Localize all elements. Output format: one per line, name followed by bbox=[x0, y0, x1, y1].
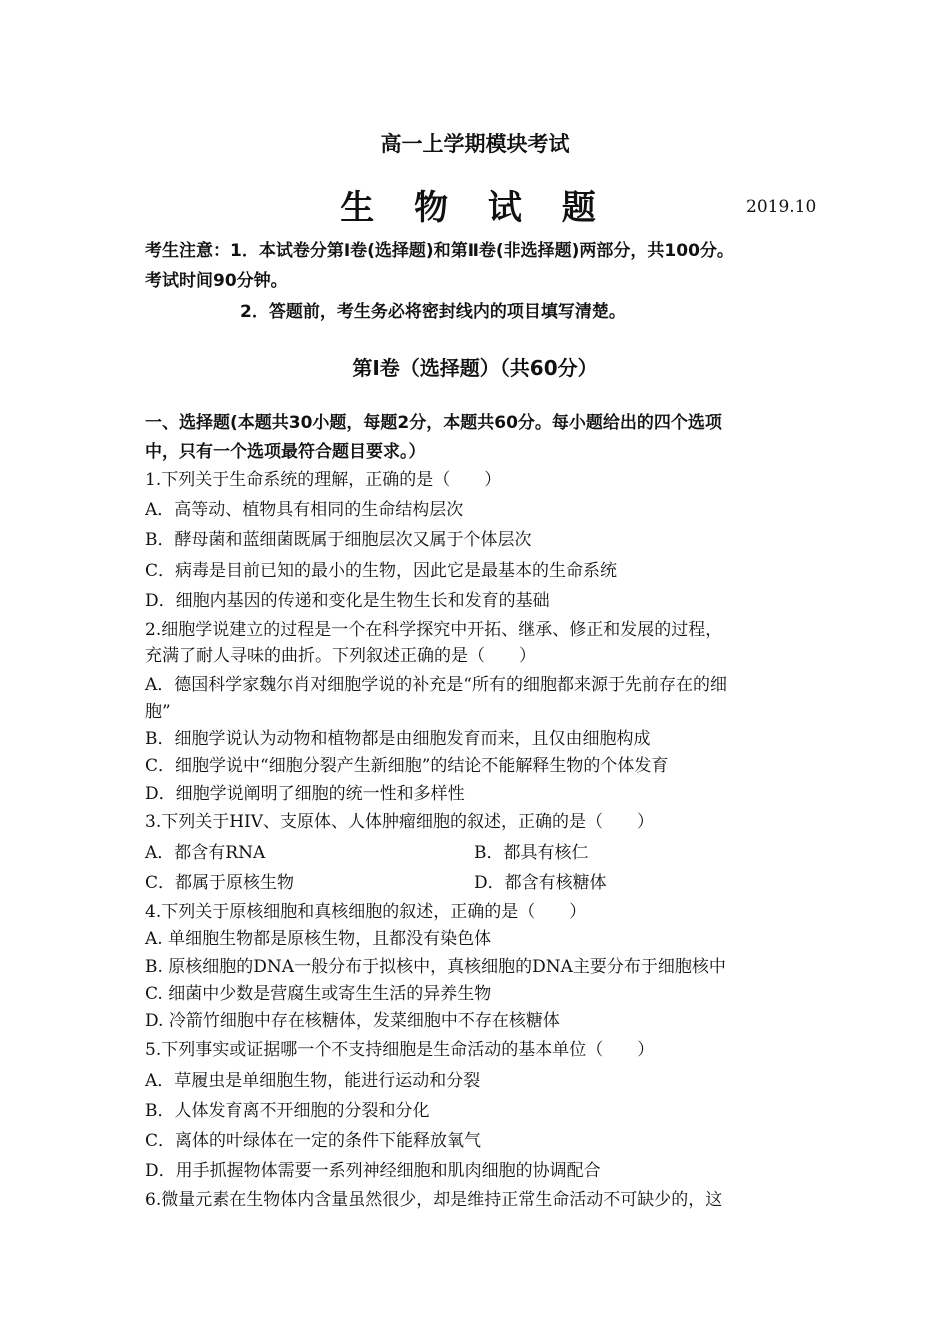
q3-option-b: B．都具有核仁 bbox=[474, 843, 589, 863]
q5-option-a: A．草履虫是单细胞生物，能进行运动和分裂 bbox=[145, 1071, 481, 1091]
q4-option-d: D. 冷箭竹细胞中存在核糖体，发菜细胞中不存在核糖体 bbox=[145, 1011, 560, 1031]
notice-line-2: 2．答题前，考生务必将密封线内的项目填写清楚。 bbox=[240, 302, 626, 322]
q1-stem: 1.下列关于生命系统的理解，正确的是（ ） bbox=[145, 470, 502, 490]
notice-line-1: 考生注意：1．本试卷分第Ⅰ卷(选择题)和第Ⅱ卷(非选择题)两部分，共100分。 bbox=[145, 241, 734, 261]
q4-option-b: B. 原核细胞的DNA一般分布于拟核中，真核细胞的DNA主要分布于细胞核中 bbox=[145, 957, 726, 977]
q2-option-d: D．细胞学说阐明了细胞的统一性和多样性 bbox=[145, 784, 465, 804]
q5-option-c: C．离体的叶绿体在一定的条件下能释放氧气 bbox=[145, 1131, 482, 1151]
q2-option-a-line-1: A．德国科学家魏尔肖对细胞学说的补充是“所有的细胞都来源于先前存在的细 bbox=[145, 675, 727, 695]
notice-line-1-cont: 考试时间90分钟。 bbox=[145, 271, 288, 291]
section-title: 第Ⅰ卷（选择题）（共60分） bbox=[352, 356, 598, 380]
q2-stem-line-2: 充满了耐人寻味的曲折。下列叙述正确的是（ ） bbox=[145, 646, 536, 666]
q4-stem: 4.下列关于原核细胞和真核细胞的叙述，正确的是（ ） bbox=[145, 902, 587, 922]
q4-option-c: C. 细菌中少数是营腐生或寄生生活的异养生物 bbox=[145, 984, 492, 1004]
q2-option-a-line-2: 胞” bbox=[145, 702, 171, 722]
q5-option-b: B．人体发育离不开细胞的分裂和分化 bbox=[145, 1101, 430, 1121]
q2-option-c: C．细胞学说中“细胞分裂产生新细胞”的结论不能解释生物的个体发育 bbox=[145, 756, 669, 776]
subject-title: 生 物 试 题 bbox=[340, 188, 610, 228]
q6-stem-line-1: 6.微量元素在生物体内含量虽然很少，却是维持正常生命活动不可缺少的，这 bbox=[145, 1190, 723, 1210]
q3-stem: 3.下列关于HIV、支原体、人体肿瘤细胞的叙述，正确的是（ ） bbox=[145, 812, 655, 832]
q3-option-a: A．都含有RNA bbox=[145, 843, 266, 863]
q4-option-a: A. 单细胞生物都是原核生物，且都没有染色体 bbox=[145, 929, 492, 949]
section-instruction-1: 一、选择题(本题共30小题，每题2分，本题共60分。每小题给出的四个选项 bbox=[145, 413, 722, 433]
q2-option-b: B．细胞学说认为动物和植物都是由细胞发育而来，且仅由细胞构成 bbox=[145, 729, 651, 749]
q2-stem-line-1: 2.细胞学说建立的过程是一个在科学探究中开拓、继承、修正和发展的过程， bbox=[145, 620, 723, 640]
exam-date: 2019.10 bbox=[746, 197, 817, 217]
q1-option-a: A．高等动、植物具有相同的生命结构层次 bbox=[145, 500, 464, 520]
section-instruction-2: 中，只有一个选项最符合题目要求。） bbox=[145, 442, 426, 462]
exam-title: 高一上学期模块考试 bbox=[380, 132, 570, 156]
q3-option-c: C．都属于原核生物 bbox=[145, 873, 295, 893]
q5-option-d: D．用手抓握物体需要一系列神经细胞和肌肉细胞的协调配合 bbox=[145, 1161, 601, 1181]
q1-option-d: D．细胞内基因的传递和变化是生物生长和发育的基础 bbox=[145, 591, 550, 611]
q5-stem: 5.下列事实或证据哪一个不支持细胞是生命活动的基本单位（ ） bbox=[145, 1040, 655, 1060]
q1-option-b: B．酵母菌和蓝细菌既属于细胞层次又属于个体层次 bbox=[145, 530, 532, 550]
q1-option-c: C．病毒是目前已知的最小的生物，因此它是最基本的生命系统 bbox=[145, 561, 618, 581]
q3-option-d: D．都含有核糖体 bbox=[474, 873, 607, 893]
